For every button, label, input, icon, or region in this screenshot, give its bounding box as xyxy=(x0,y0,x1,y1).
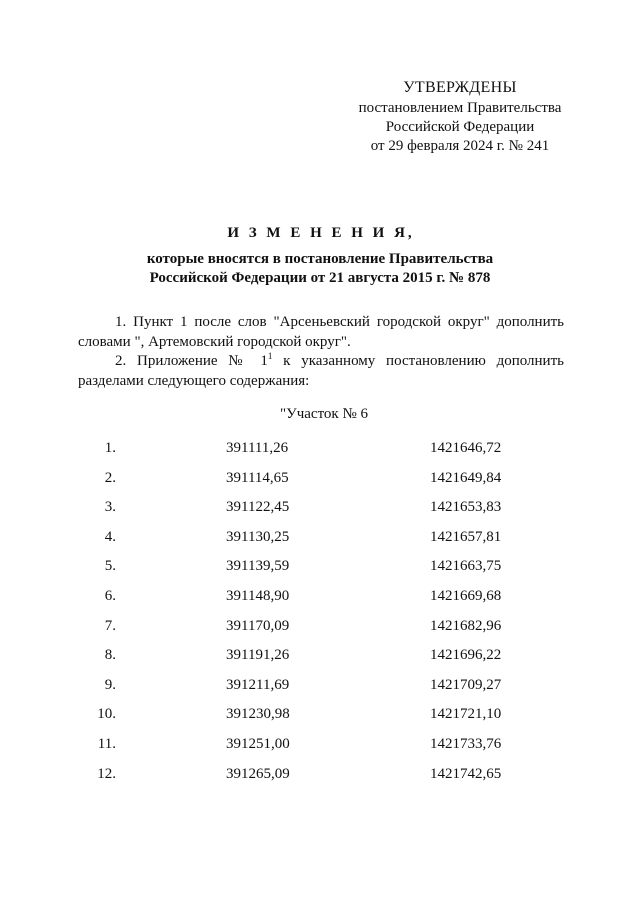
coordinate-x: 391130,25 xyxy=(226,528,290,545)
point-number: 7. xyxy=(104,617,116,634)
coordinate-y: 1421696,22 xyxy=(430,647,502,664)
paragraph-2-superscript: 1 xyxy=(267,351,273,361)
paragraph-2-start: 2. Приложение № 1 xyxy=(115,353,268,369)
coordinate-y: 1421721,10 xyxy=(430,706,502,723)
coordinate-x: 391265,09 xyxy=(226,765,290,782)
paragraph-1: 1. Пункт 1 после слов "Арсеньевский городской округ" дополнить словами ", Артемовский городской округ". xyxy=(78,314,564,350)
table-row xyxy=(0,616,640,646)
coordinate-x: 391211,69 xyxy=(226,676,290,693)
coordinate-y: 1421733,76 xyxy=(430,735,502,752)
approval-line: постановлением Правительства xyxy=(358,100,562,116)
point-number: 5. xyxy=(104,558,116,575)
table-row xyxy=(0,734,640,764)
table-row xyxy=(0,586,640,616)
coordinate-y: 1421657,81 xyxy=(430,528,502,545)
coordinate-x: 391230,98 xyxy=(226,706,290,723)
approval-line: Российской Федерации xyxy=(385,119,535,135)
table-row xyxy=(0,497,640,527)
point-number: 6. xyxy=(104,587,116,604)
paragraph-2-end: к указанному постановлению дополнить разделами следующего содержания: xyxy=(78,353,564,389)
table-row xyxy=(0,645,640,675)
section-title: "Участок № 6 xyxy=(279,406,369,422)
coordinate-x: 391111,26 xyxy=(226,440,289,456)
coordinate-y: 1421649,84 xyxy=(430,469,502,486)
table-row xyxy=(0,704,640,734)
coordinate-y: 1421682,96 xyxy=(430,617,502,634)
coordinate-y: 1421669,68 xyxy=(430,587,502,604)
point-number: 2. xyxy=(104,469,116,486)
table-row xyxy=(0,675,640,705)
approved-label: УТВЕРЖДЕНЫ xyxy=(403,79,517,96)
table-row xyxy=(0,556,640,586)
coordinate-y: 1421709,27 xyxy=(430,676,502,693)
document-subtitle: Российской Федерации от 21 августа 2015 г. № 878 xyxy=(149,270,491,286)
table-row xyxy=(0,438,640,468)
coordinate-x: 391191,26 xyxy=(226,647,290,664)
approval-line: от 29 февраля 2024 г. № 241 xyxy=(370,138,550,154)
coordinate-x: 391114,65 xyxy=(226,469,289,486)
point-number: 11. xyxy=(97,735,116,752)
table-row xyxy=(0,764,640,794)
table-row xyxy=(0,527,640,557)
table-row xyxy=(0,468,640,498)
coordinate-y: 1421646,72 xyxy=(430,440,502,456)
coordinate-y: 1421663,75 xyxy=(430,558,502,575)
point-number: 4. xyxy=(104,528,116,545)
point-number: 3. xyxy=(104,499,116,516)
coordinate-y: 1421742,65 xyxy=(430,765,502,782)
paragraph-2 xyxy=(78,351,564,391)
coordinates-table xyxy=(0,438,640,793)
coordinate-x: 391139,59 xyxy=(226,558,290,575)
coordinate-y: 1421653,83 xyxy=(430,499,502,516)
point-number: 12. xyxy=(97,765,116,782)
coordinate-x: 391148,90 xyxy=(226,587,290,604)
point-number: 8. xyxy=(104,647,116,664)
point-number: 9. xyxy=(104,676,116,693)
document-heading xyxy=(0,222,640,288)
point-number: 1. xyxy=(104,440,116,456)
document-title: И З М Е Н Е Н И Я, xyxy=(227,225,415,241)
point-number: 10. xyxy=(97,706,116,723)
approval-stamp xyxy=(330,78,590,156)
coordinate-x: 391122,45 xyxy=(226,499,290,516)
coordinate-x: 391251,00 xyxy=(226,735,290,752)
document-subtitle: которые вносятся в постановление Правительства xyxy=(146,251,494,267)
coordinate-x: 391170,09 xyxy=(226,617,290,634)
